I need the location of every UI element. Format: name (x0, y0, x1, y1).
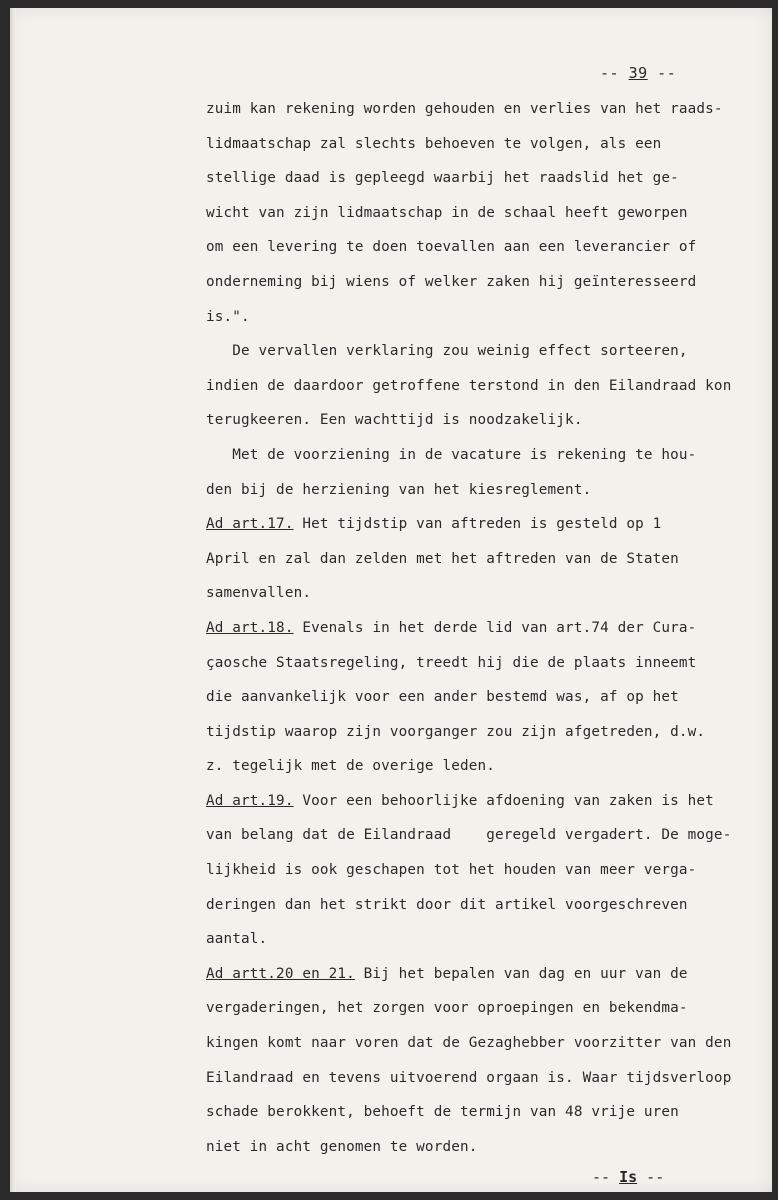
text-line: om een levering te doen toevallen aan een leverancier of (206, 239, 697, 256)
catchword-value: Is (619, 1168, 638, 1186)
text-line: den bij de herziening van het kiesreglement. (206, 481, 592, 498)
text-line: wicht van zijn lidmaatschap in de schaal heeft geworpen (206, 204, 688, 221)
page-number: -- 39 -- (600, 64, 677, 82)
text-line: terugkeeren. Een wachttijd is noodzakelijk. (206, 412, 583, 429)
text-line: die aanvankelijk voor een ander bestemd was, af op het (206, 689, 679, 706)
text-line: samenvallen. (206, 585, 312, 602)
text-line: Eilandraad en tevens uitvoerend orgaan is. Waar tijdsverloop (206, 1069, 732, 1086)
text-line: Met de voorziening in de vacature is rekening te hou- (206, 446, 697, 463)
section-art18-first-line: Ad art.18. Evenals in het derde lid van art.74 der Cura- (206, 619, 697, 636)
section-heading-art18: Ad art.18. (206, 619, 294, 636)
text-line: indien de daardoor getroffene terstond in den Eilandraad kon (206, 377, 732, 394)
text-line: De vervallen verklaring zou weinig effect sorteeren, (206, 343, 688, 360)
section-heading-art17: Ad art.17. (206, 516, 294, 533)
text-line: kingen komt naar voren dat de Gezaghebber voorzitter van den (206, 1035, 732, 1052)
page-left-edge (10, 8, 16, 1192)
text-line: niet in acht genomen te worden. (206, 1138, 478, 1155)
text-line: van belang dat de Eilandraad geregeld vergadert. De moge- (206, 827, 732, 844)
section-heading-art20-21: Ad artt.20 en 21. (206, 965, 355, 982)
text-line: onderneming bij wiens of welker zaken hij geïnteresseerd (206, 273, 697, 290)
text-line: lidmaatschap zal slechts behoeven te volgen, als een (206, 135, 662, 152)
text-line: April en zal dan zelden met het aftreden van de Staten (206, 550, 679, 567)
text-line: zuim kan rekening worden gehouden en verlies van het raads- (206, 101, 723, 117)
text-line: vergaderingen, het zorgen voor oproepingen en bekendma- (206, 1000, 688, 1017)
text-line: is.". (206, 308, 250, 325)
text-line: stellige daad is gepleegd waarbij het raadslid het ge- (206, 170, 679, 187)
document-page (10, 8, 772, 1192)
text-line: deringen dan het strikt door dit artikel voorgeschreven (206, 896, 688, 913)
section-heading-art19: Ad art.19. (206, 792, 294, 809)
text-line: z. tegelijk met de overige leden. (206, 758, 495, 775)
section-art17-first-line: Ad art.17. Het tijdstip van aftreden is gesteld op 1 (206, 516, 662, 533)
page-number-value: 39 (628, 64, 648, 82)
catchword: -- Is -- (592, 1168, 665, 1186)
text-line: aantal. (206, 931, 268, 948)
text-line: çaosche Staatsregeling, treedt hij die de plaats inneemt (206, 654, 697, 671)
body-text (206, 92, 746, 1164)
text-line: tijdstip waarop zijn voorganger zou zijn afgetreden, d.w. (206, 723, 706, 740)
section-art20-21-first-line: Ad artt.20 en 21. Bij het bepalen van dag en uur van de (206, 965, 688, 982)
text-line: schade berokkent, behoeft de termijn van 48 vrije uren (206, 1104, 679, 1121)
section-art19-first-line: Ad art.19. Voor een behoorlijke afdoening van zaken is het (206, 792, 714, 809)
text-line: lijkheid is ook geschapen tot het houden van meer verga- (206, 862, 697, 879)
